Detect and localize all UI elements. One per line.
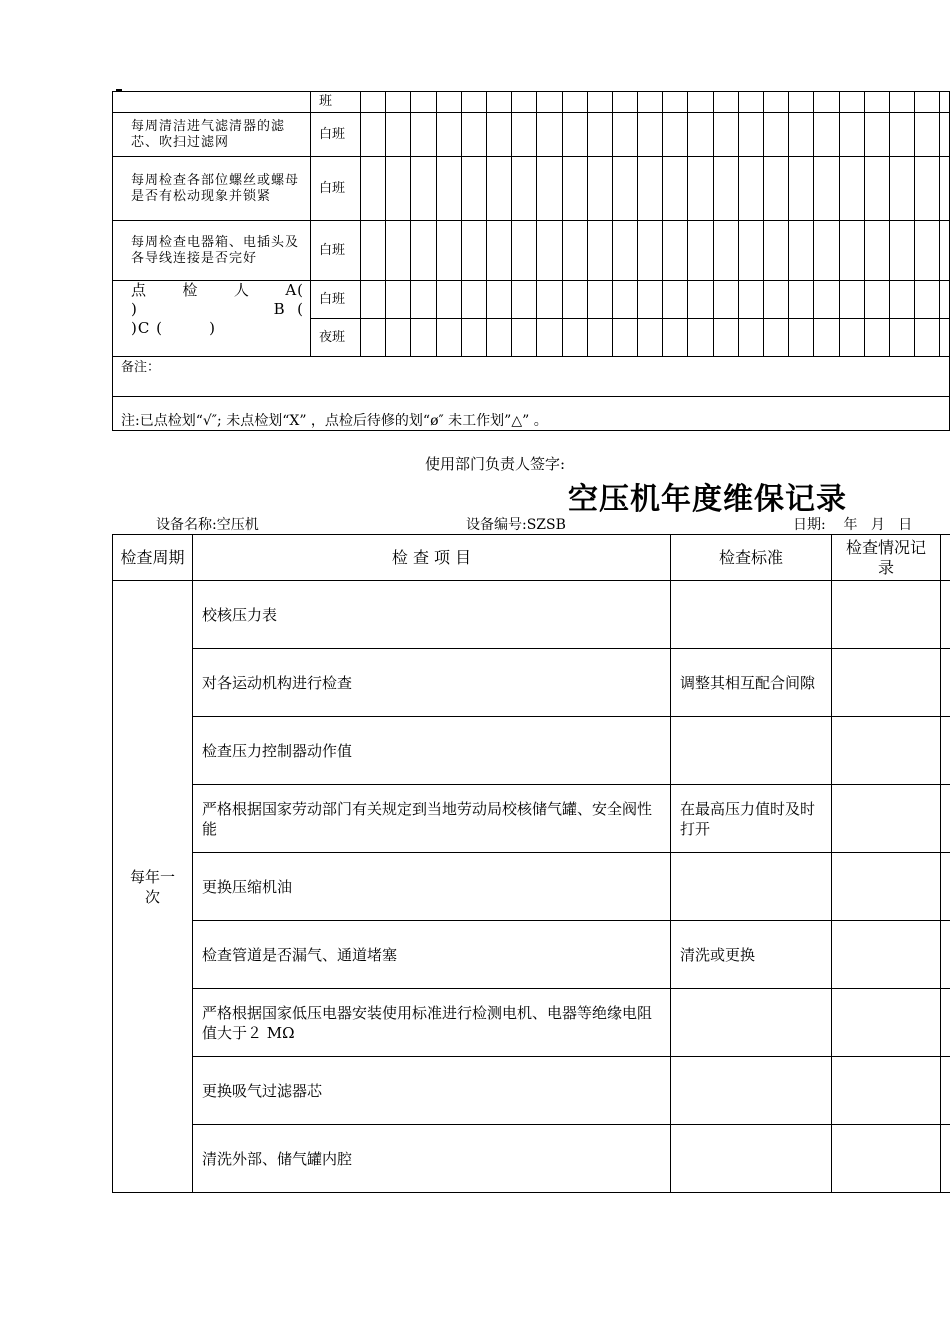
table-row <box>113 1125 950 1193</box>
remarks-label[interactable]: 备注： <box>113 357 950 397</box>
check-cell[interactable] <box>562 221 587 281</box>
page-title: 空压机年度维保记录 <box>568 482 847 517</box>
maintenance-item: 更换压缩机油 <box>193 853 671 921</box>
header-cycle: 检查周期 <box>113 535 193 581</box>
check-cell[interactable] <box>436 157 461 221</box>
shift-label: 白班 <box>311 113 361 157</box>
check-cell[interactable] <box>638 157 663 221</box>
check-cell[interactable] <box>688 319 713 357</box>
check-cell[interactable] <box>889 113 914 157</box>
header-status: 检查情况记录 <box>832 535 941 581</box>
table-row <box>113 92 950 113</box>
check-cell[interactable] <box>562 157 587 221</box>
check-cell[interactable] <box>361 281 386 319</box>
check-cell[interactable] <box>587 157 612 221</box>
check-cell[interactable] <box>461 157 486 221</box>
check-cell[interactable] <box>537 92 562 113</box>
check-cell[interactable] <box>789 221 814 281</box>
shift-label: 白班 <box>311 281 361 319</box>
check-cell[interactable] <box>486 92 511 113</box>
check-cell[interactable] <box>461 92 486 113</box>
header-extra <box>941 535 950 581</box>
maintenance-standard <box>671 853 832 921</box>
status-record-cell[interactable] <box>832 989 941 1057</box>
check-cell[interactable] <box>915 319 940 357</box>
check-cell[interactable] <box>361 92 386 113</box>
device-name: 设备名称:空压机 <box>156 517 259 533</box>
extra-cell <box>941 989 950 1057</box>
check-cell[interactable] <box>663 157 688 221</box>
status-record-cell[interactable] <box>832 581 941 649</box>
status-record-cell[interactable] <box>832 1125 941 1193</box>
check-cell[interactable] <box>386 92 411 113</box>
table-row <box>113 649 950 717</box>
check-cell[interactable] <box>537 113 562 157</box>
check-cell[interactable] <box>688 113 713 157</box>
check-cell[interactable] <box>713 221 738 281</box>
check-cell[interactable] <box>411 92 436 113</box>
check-cell[interactable] <box>713 157 738 221</box>
check-cell[interactable] <box>486 319 511 357</box>
status-record-cell[interactable] <box>832 853 941 921</box>
check-cell[interactable] <box>889 221 914 281</box>
check-cell[interactable] <box>411 281 436 319</box>
check-cell[interactable] <box>663 113 688 157</box>
check-cell[interactable] <box>486 221 511 281</box>
check-cell[interactable] <box>386 281 411 319</box>
check-item: 每周检查各部位螺丝或螺母是否有松动现象并锁紧 <box>113 157 311 221</box>
check-cell[interactable] <box>789 92 814 113</box>
annual-maintenance-table <box>112 534 950 1193</box>
inspector-word: 点 <box>131 281 148 299</box>
check-cell[interactable] <box>839 113 864 157</box>
check-cell[interactable] <box>537 319 562 357</box>
maintenance-item: 对各运动机构进行检查 <box>193 649 671 717</box>
maintenance-standard: 调整其相互配合间隙 <box>671 649 832 717</box>
check-cell[interactable] <box>738 113 763 157</box>
check-cell[interactable] <box>889 157 914 221</box>
check-cell[interactable] <box>663 92 688 113</box>
table-row <box>113 785 950 853</box>
check-cell[interactable] <box>411 157 436 221</box>
check-cell[interactable] <box>764 157 789 221</box>
remarks-row <box>113 357 950 397</box>
check-cell[interactable] <box>789 281 814 319</box>
check-cell[interactable] <box>436 92 461 113</box>
check-cell[interactable] <box>764 221 789 281</box>
check-cell[interactable] <box>436 281 461 319</box>
check-cell[interactable] <box>512 319 537 357</box>
check-cell[interactable] <box>839 157 864 221</box>
check-cell[interactable] <box>764 113 789 157</box>
check-cell[interactable] <box>864 319 889 357</box>
status-record-cell[interactable] <box>832 921 941 989</box>
check-cell[interactable] <box>889 281 914 319</box>
check-cell[interactable] <box>386 221 411 281</box>
check-cell[interactable] <box>814 113 839 157</box>
shift-label: 夜班 <box>311 319 361 357</box>
check-cell[interactable] <box>537 281 562 319</box>
check-cell[interactable] <box>587 221 612 281</box>
table-row <box>113 989 950 1057</box>
maintenance-item: 严格根据国家劳动部门有关规定到当地劳动局校核储气罐、安全阀性能 <box>193 785 671 853</box>
maintenance-standard: 清洗或更换 <box>671 921 832 989</box>
check-cell[interactable] <box>638 92 663 113</box>
header-standard: 检查标准 <box>671 535 832 581</box>
inspector-word: 检 <box>182 281 199 299</box>
check-cell[interactable] <box>713 319 738 357</box>
check-cell[interactable] <box>764 92 789 113</box>
check-cell[interactable] <box>789 157 814 221</box>
table-row <box>113 113 950 157</box>
check-cell[interactable] <box>562 113 587 157</box>
check-cell[interactable] <box>940 92 950 113</box>
daily-check-table <box>112 91 950 431</box>
check-cell[interactable] <box>612 221 637 281</box>
check-cell[interactable] <box>940 221 950 281</box>
signature-label: 使用部门负责人签字: <box>425 455 566 473</box>
check-cell[interactable] <box>789 319 814 357</box>
check-cell[interactable] <box>411 113 436 157</box>
check-cell[interactable] <box>638 319 663 357</box>
check-cell[interactable] <box>663 221 688 281</box>
status-record-cell[interactable] <box>832 717 941 785</box>
maintenance-item: 清洗外部、储气罐内腔 <box>193 1125 671 1193</box>
check-cell[interactable] <box>864 281 889 319</box>
extra-cell <box>941 921 950 989</box>
extra-cell <box>941 1125 950 1193</box>
check-cell[interactable] <box>688 281 713 319</box>
check-cell[interactable] <box>361 221 386 281</box>
extra-cell <box>941 649 950 717</box>
status-record-cell[interactable] <box>832 785 941 853</box>
check-cell[interactable] <box>915 157 940 221</box>
check-cell[interactable] <box>512 157 537 221</box>
check-cell[interactable] <box>915 113 940 157</box>
table-row <box>113 717 950 785</box>
check-cell[interactable] <box>386 113 411 157</box>
check-cell[interactable] <box>512 113 537 157</box>
check-cell[interactable] <box>612 157 637 221</box>
check-cell[interactable] <box>789 113 814 157</box>
check-cell[interactable] <box>688 157 713 221</box>
legend-row <box>113 397 950 431</box>
check-cell[interactable] <box>612 113 637 157</box>
legend-note: 注:已点检划“√″; 未点检划“X” ，点检后待修的划“ø″ 未工作划”△” 。 <box>113 397 950 431</box>
check-cell[interactable] <box>738 319 763 357</box>
check-cell[interactable] <box>738 221 763 281</box>
check-cell[interactable] <box>587 319 612 357</box>
check-cell[interactable] <box>411 221 436 281</box>
table-row <box>113 157 950 221</box>
check-item: 每周检查电器箱、电插头及各导线连接是否完好 <box>113 221 311 281</box>
check-cell[interactable] <box>612 281 637 319</box>
check-cell[interactable] <box>638 281 663 319</box>
date-field: 日期: 年 月 日 <box>793 517 913 533</box>
check-cell[interactable] <box>738 157 763 221</box>
table-row <box>113 581 950 649</box>
check-cell[interactable] <box>361 157 386 221</box>
maintenance-item: 严格根据国家低压电器安装使用标准进行检测电机、电器等绝缘电阻值大于２ MΩ <box>193 989 671 1057</box>
check-cell[interactable] <box>713 113 738 157</box>
check-cell[interactable] <box>713 92 738 113</box>
check-cell[interactable] <box>436 319 461 357</box>
check-cell[interactable] <box>688 221 713 281</box>
check-cell[interactable] <box>713 281 738 319</box>
check-cell[interactable] <box>436 221 461 281</box>
extra-cell <box>941 853 950 921</box>
check-cell[interactable] <box>864 157 889 221</box>
check-cell[interactable] <box>764 281 789 319</box>
check-cell[interactable] <box>461 221 486 281</box>
maintenance-item: 检查压力控制器动作值 <box>193 717 671 785</box>
check-cell[interactable] <box>537 221 562 281</box>
check-cell[interactable] <box>461 319 486 357</box>
check-cell[interactable] <box>612 319 637 357</box>
check-cell[interactable] <box>738 281 763 319</box>
inspector-row-day <box>113 281 950 319</box>
check-cell[interactable] <box>436 113 461 157</box>
check-cell[interactable] <box>864 113 889 157</box>
check-cell[interactable] <box>638 221 663 281</box>
header-item: 检 查 项 目 <box>193 535 671 581</box>
check-cell[interactable] <box>839 221 864 281</box>
check-cell[interactable] <box>940 281 950 319</box>
shift-label: 白班 <box>311 221 361 281</box>
check-cell[interactable] <box>512 281 537 319</box>
check-item <box>113 92 311 113</box>
check-cell[interactable] <box>940 157 950 221</box>
maintenance-standard <box>671 717 832 785</box>
check-cell[interactable] <box>889 319 914 357</box>
maintenance-standard <box>671 1057 832 1125</box>
check-cell[interactable] <box>587 281 612 319</box>
check-cell[interactable] <box>486 157 511 221</box>
check-cell[interactable] <box>764 319 789 357</box>
check-cell[interactable] <box>638 113 663 157</box>
inspector-word: A( <box>285 281 304 299</box>
check-cell[interactable] <box>864 92 889 113</box>
inspector-label <box>113 281 311 357</box>
status-record-cell[interactable] <box>832 649 941 717</box>
table-row <box>113 921 950 989</box>
cycle-cell: 每年一次 <box>113 581 193 1193</box>
check-cell[interactable] <box>915 92 940 113</box>
check-cell[interactable] <box>688 92 713 113</box>
check-cell[interactable] <box>889 92 914 113</box>
check-cell[interactable] <box>386 157 411 221</box>
check-cell[interactable] <box>864 221 889 281</box>
check-cell[interactable] <box>587 113 612 157</box>
inspector-word: B ( <box>273 300 304 318</box>
maintenance-standard: 在最高压力值时及时打开 <box>671 785 832 853</box>
check-cell[interactable] <box>361 113 386 157</box>
check-cell[interactable] <box>839 92 864 113</box>
check-cell[interactable] <box>361 319 386 357</box>
check-cell[interactable] <box>814 319 839 357</box>
check-cell[interactable] <box>814 221 839 281</box>
inspector-word: 人 <box>233 281 250 299</box>
extra-cell <box>941 717 950 785</box>
table-row <box>113 853 950 921</box>
table-row <box>113 221 950 281</box>
maintenance-item: 更换吸气过滤器芯 <box>193 1057 671 1125</box>
extra-cell <box>941 785 950 853</box>
check-cell[interactable] <box>562 319 587 357</box>
check-cell[interactable] <box>512 221 537 281</box>
check-cell[interactable] <box>814 92 839 113</box>
shift-label: 班 <box>311 92 361 113</box>
maintenance-standard <box>671 989 832 1057</box>
check-cell[interactable] <box>512 92 537 113</box>
check-cell[interactable] <box>562 92 587 113</box>
inspector-word: )C ( ) <box>131 319 216 337</box>
status-record-cell[interactable] <box>832 1057 941 1125</box>
extra-cell <box>941 1057 950 1125</box>
check-cell[interactable] <box>537 157 562 221</box>
check-cell[interactable] <box>738 92 763 113</box>
check-cell[interactable] <box>940 113 950 157</box>
maintenance-item: 检查管道是否漏气、通道堵塞 <box>193 921 671 989</box>
check-cell[interactable] <box>612 92 637 113</box>
check-cell[interactable] <box>814 157 839 221</box>
extra-cell <box>941 581 950 649</box>
check-cell[interactable] <box>562 281 587 319</box>
shift-label: 白班 <box>311 157 361 221</box>
check-cell[interactable] <box>663 281 688 319</box>
check-cell[interactable] <box>839 281 864 319</box>
check-cell[interactable] <box>386 319 411 357</box>
device-code: 设备编号:SZSB <box>466 517 566 533</box>
check-cell[interactable] <box>915 281 940 319</box>
table-row <box>113 1057 950 1125</box>
check-cell[interactable] <box>486 113 511 157</box>
check-cell[interactable] <box>587 92 612 113</box>
check-cell[interactable] <box>940 319 950 357</box>
check-cell[interactable] <box>663 319 688 357</box>
check-cell[interactable] <box>411 319 436 357</box>
check-cell[interactable] <box>839 319 864 357</box>
inspector-word: ) <box>131 300 138 318</box>
maintenance-standard <box>671 581 832 649</box>
check-item: 每周清洁进气滤清器的滤芯、吹扫过滤网 <box>113 113 311 157</box>
check-cell[interactable] <box>461 113 486 157</box>
check-cell[interactable] <box>915 221 940 281</box>
maintenance-standard <box>671 1125 832 1193</box>
check-cell[interactable] <box>814 281 839 319</box>
table-header-row <box>113 535 950 581</box>
check-cell[interactable] <box>461 281 486 319</box>
check-cell[interactable] <box>486 281 511 319</box>
maintenance-item: 校核压力表 <box>193 581 671 649</box>
